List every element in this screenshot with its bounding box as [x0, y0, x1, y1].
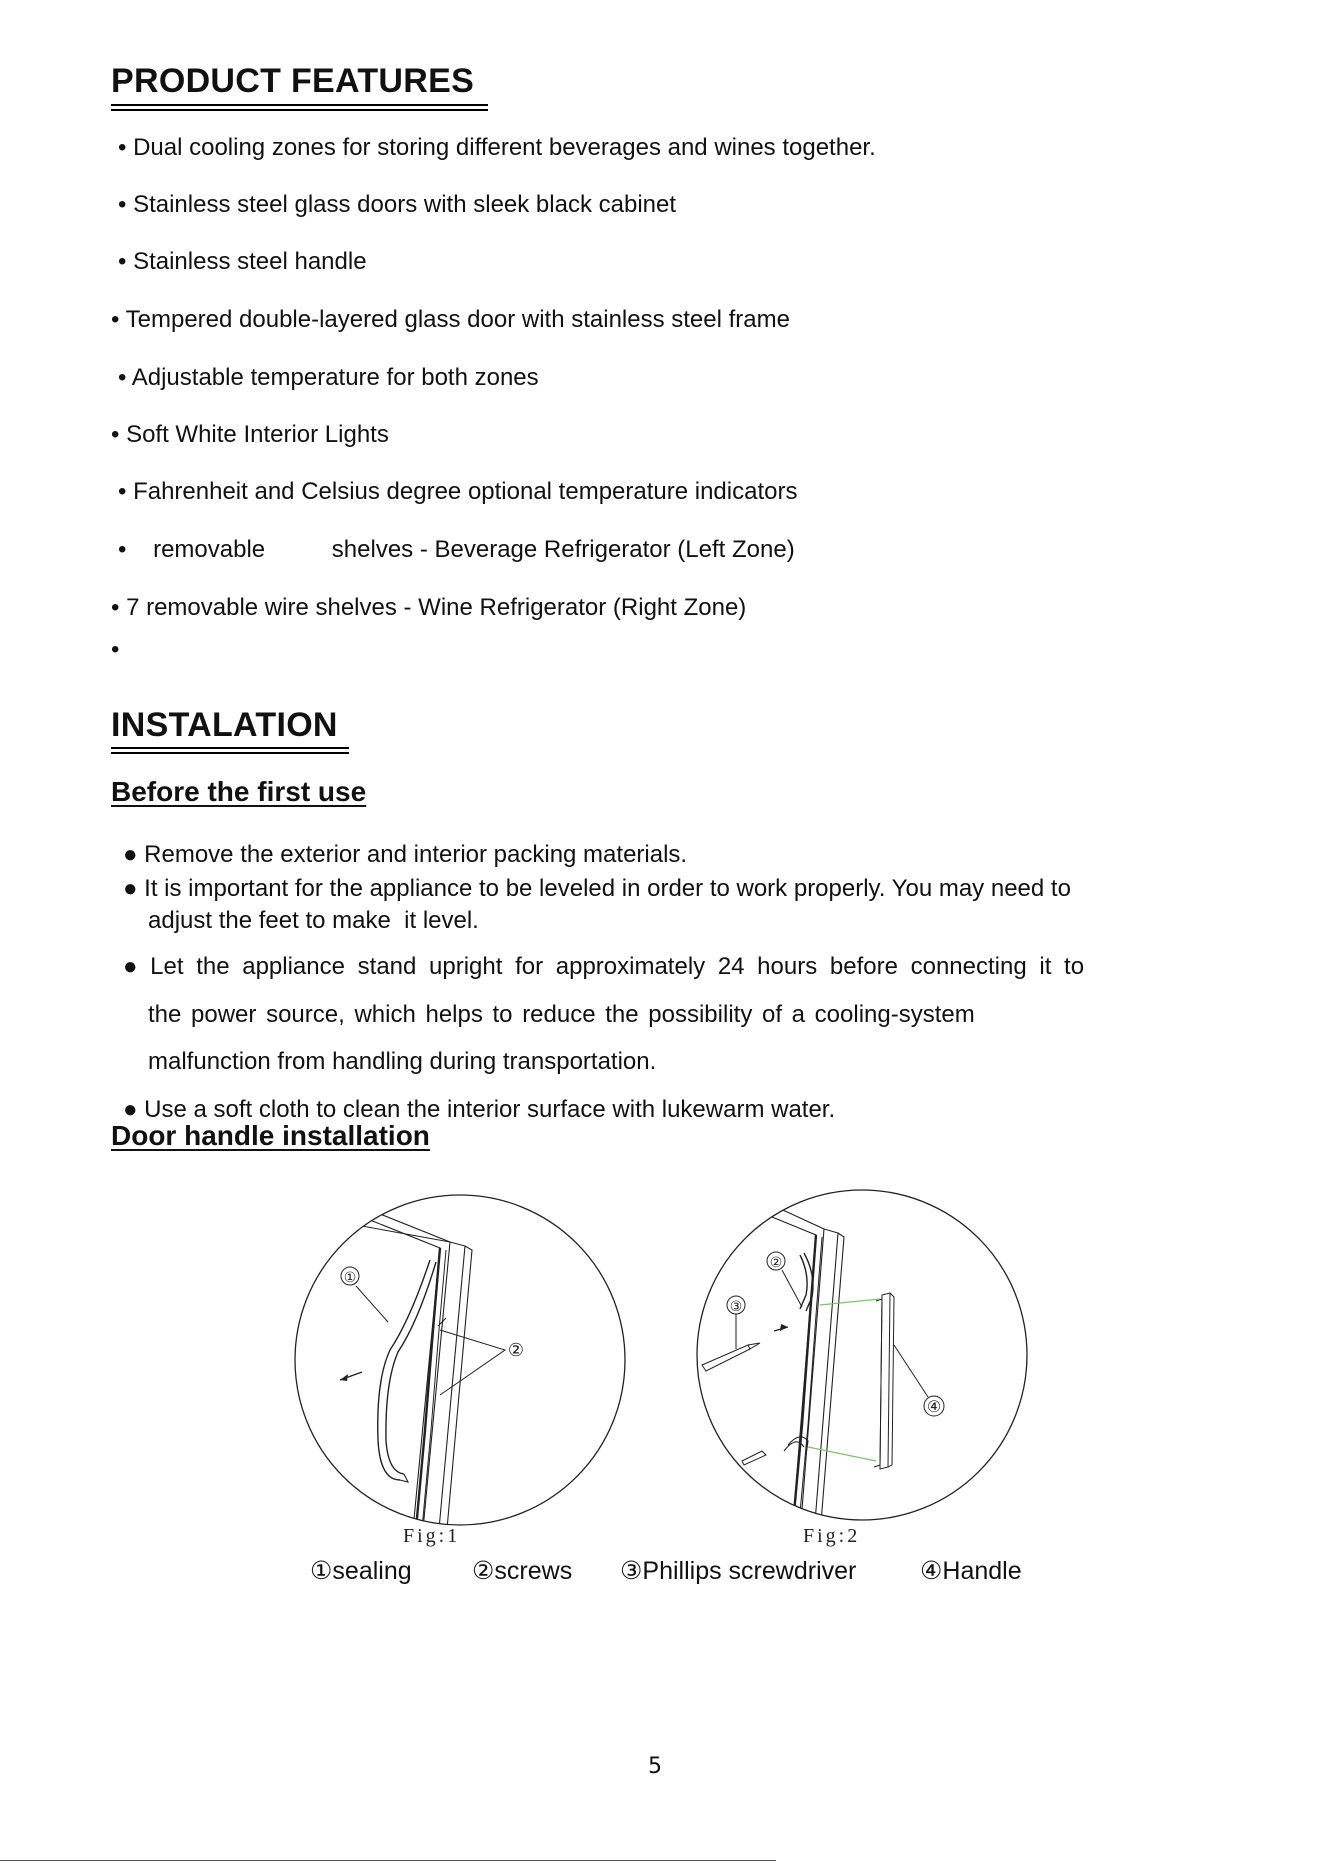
fig2-caption: Fig:2: [803, 1525, 861, 1547]
instruction-item: ● It is important for the appliance to be leveled in order to work properly. You may need to: [123, 875, 1071, 902]
instruction-item: ● Use a soft cloth to clean the interior surface with lukewarm water.: [123, 1096, 836, 1123]
legend-screws: ②screws: [472, 1557, 573, 1585]
feature-item: •: [111, 636, 120, 663]
fig1-callout-1: ①: [343, 1270, 357, 1286]
figure-1-diagram: [290, 1190, 630, 1530]
legend-sealing: ①sealing: [310, 1557, 412, 1585]
feature-item: • Dual cooling zones for storing different beverages and wines together.: [118, 134, 876, 161]
page-number: 5: [648, 1754, 662, 1779]
fig2-callout-2: ②: [769, 1255, 783, 1271]
instruction-item: adjust the feet to make it level.: [148, 907, 479, 934]
legend-handle: ④Handle: [920, 1557, 1022, 1585]
fig1-caption: Fig:1: [403, 1525, 461, 1547]
feature-item: • Tempered double-layered glass door with stainless steel frame: [111, 306, 790, 333]
feature-item: • removable shelves - Beverage Refrigerator (Left Zone): [118, 536, 795, 563]
footer-rule: [0, 1860, 776, 1861]
fig2-callout-4: ④: [926, 1397, 942, 1416]
fig1-callout-2: ②: [507, 1340, 525, 1361]
feature-item: • Adjustable temperature for both zones: [118, 364, 539, 391]
door-handle-heading: Door handle installation: [111, 1120, 430, 1151]
features-title-rule-2: [111, 109, 488, 111]
fig2-callout-3: ③: [729, 1299, 743, 1315]
figure-2-diagram: [692, 1185, 1032, 1525]
feature-item: • Stainless steel glass doors with sleek black cabinet: [118, 191, 677, 218]
feature-item: • Stainless steel handle: [118, 248, 367, 275]
instruction-item: the power source, which helps to reduce the possibility of a cooling-system: [148, 1001, 975, 1028]
installation-title-rule-1: [111, 747, 349, 749]
feature-item: • 7 removable wire shelves - Wine Refrigerator (Right Zone): [111, 594, 747, 621]
installation-title-rule-2: [111, 752, 349, 754]
before-first-use-heading: Before the first use: [111, 776, 367, 807]
installation-title: INSTALATION: [111, 706, 338, 744]
instruction-item: malfunction from handling during transportation.: [148, 1048, 657, 1075]
features-title: PRODUCT FEATURES: [111, 62, 475, 100]
feature-item: • Soft White Interior Lights: [111, 421, 389, 448]
feature-item: • Fahrenheit and Celsius degree optional temperature indicators: [118, 478, 798, 505]
features-title-rule-1: [111, 104, 488, 106]
legend-phillips-screwdriver: ③Phillips screwdriver: [620, 1557, 857, 1585]
instruction-item: ● Let the appliance stand upright for approximately 24 hours before connecting it to: [123, 953, 1085, 980]
figure-2-circle: [697, 1190, 1027, 1520]
instruction-item: ● Remove the exterior and interior packing materials.: [123, 841, 688, 868]
